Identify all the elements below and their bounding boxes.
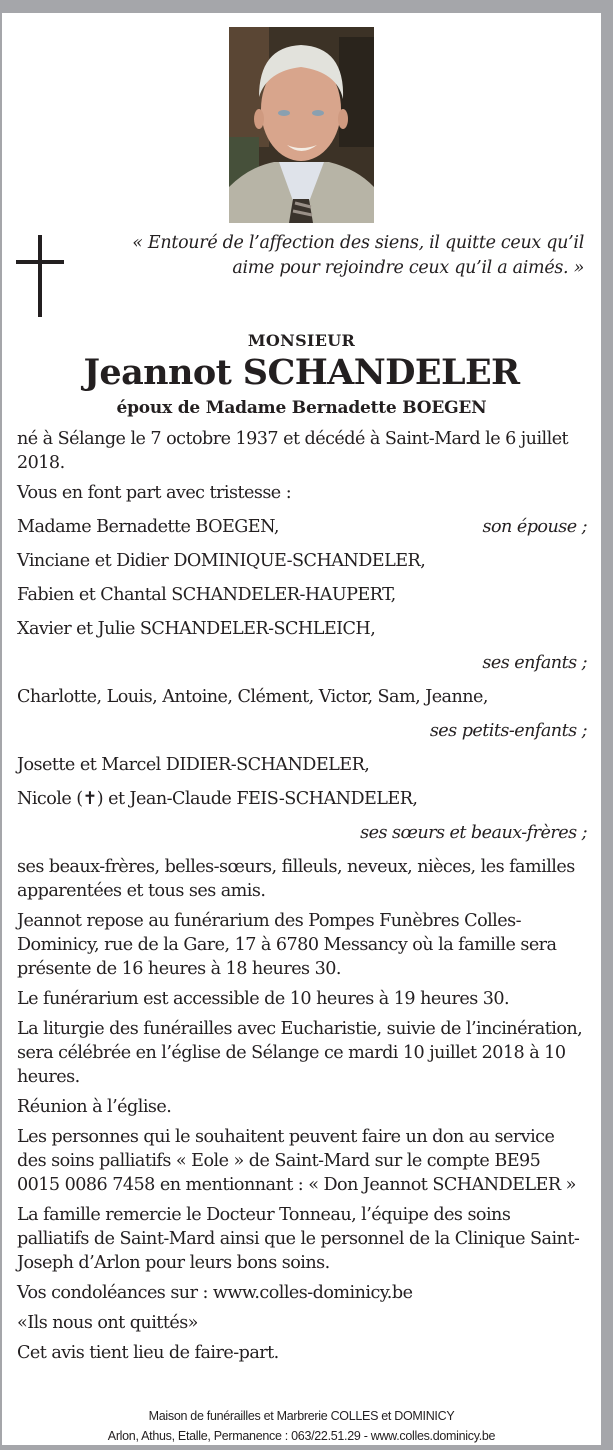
closing-text: Cet avis tient lieu de faire-part. (17, 1343, 279, 1363)
donation-text: Les personnes qui le souhaitent peuvent faire un don au service des soins palliatifs « Eole » de Saint-Mard sur le compte BE95 0015 0086 7458 en mentionnant : « Don Jeannot SCHANDELER » (17, 1127, 576, 1195)
funeral-home-name: Maison de funérailles et Marbrerie COLLES et DOMINICY (148, 1409, 455, 1423)
thanks-text: La famille remercie le Docteur Tonneau, l’équipe des soins palliatifs de Saint-Mard ainsi que le personnel de la Clinique Saint-Joseph d’Arlon pour leurs bons soins. (17, 1205, 580, 1273)
meeting-text: Réunion à l’église. (17, 1097, 172, 1117)
relative-sibling (17, 753, 587, 777)
relative-child (17, 583, 587, 607)
latin-cross-icon (16, 235, 64, 317)
relative-role: son épouse ; (482, 517, 587, 537)
relative-child (17, 549, 587, 573)
funerarium-hours-text: Le funérarium est accessible de 10 heures à 19 heures 30. (17, 989, 510, 1009)
siblings-role: ses sœurs et beaux-frères ; (360, 823, 587, 843)
intro-text: Vous en font part avec tristesse : (17, 483, 292, 503)
grandchildren-role: ses petits-enfants ; (429, 721, 587, 741)
relative-grandchildren (17, 685, 587, 709)
condolences-text: Vos condoléances sur : www.colles-dominicy.be (17, 1283, 413, 1303)
obituary-notice (2, 13, 601, 1445)
relative-name: Charlotte, Louis, Antoine, Clément, Victor, Sam, Jeanne, (17, 687, 488, 707)
portrait-photo (229, 27, 374, 223)
funeral-home-contact: Arlon, Athus, Etalle, Permanence : 063/22.51.29 - www.colles.dominicy.be (107, 1429, 496, 1443)
epitaph-line: aime pour rejoindre ceux qu’il a aimés. » (232, 258, 584, 278)
relative-spouse (17, 515, 587, 539)
visitation-text: Jeannot repose au funérarium des Pompes Funèbres Colles-Dominicy, rue de la Gare, 17 à 6780 Messancy où la famille sera présente de 16 heures à 18 heures 30. (17, 911, 557, 979)
relative-child (17, 617, 587, 641)
relative-sibling (17, 787, 587, 811)
relative-name: Xavier et Julie SCHANDELER-SCHLEICH, (17, 619, 376, 639)
spouse-line: époux de Madame Bernadette BOEGEN (116, 398, 487, 418)
funeral-home-footer (2, 1406, 601, 1446)
extended-family-text: ses beaux-frères, belles-sœurs, filleuls, neveux, nièces, les familles apparentées et tous ses amis. (17, 857, 575, 901)
epitaph-quote (104, 231, 584, 281)
honorific-title: MONSIEUR (247, 331, 356, 350)
relative-name: Nicole (✝) et Jean-Claude FEIS-SCHANDELER, (17, 789, 418, 809)
relative-name: Josette et Marcel DIDIER-SCHANDELER, (17, 755, 370, 775)
liturgy-text: La liturgie des funérailles avec Eucharistie, suivie de l’incinération, sera célébrée en l’église de Sélange ce mardi 10 juillet 2018 à 10 heures. (17, 1019, 583, 1087)
notice-body (17, 427, 587, 1371)
children-role: ses enfants ; (482, 653, 587, 673)
section-label: «Ils nous ont quittés» (17, 1313, 198, 1333)
relative-name: Vinciane et Didier DOMINIQUE-SCHANDELER, (17, 551, 426, 571)
relative-name: Madame Bernadette BOEGEN, (17, 517, 279, 537)
epitaph-line: « Entouré de l’affection des siens, il quitte ceux qu’il (132, 233, 584, 253)
birth-death-text: né à Sélange le 7 octobre 1937 et décédé à Saint-Mard le 6 juillet 2018. (17, 429, 569, 473)
relative-name: Fabien et Chantal SCHANDELER-HAUPERT, (17, 585, 396, 605)
portrait-illustration (229, 27, 374, 223)
deceased-name: Jeannot SCHANDELER (83, 352, 520, 393)
